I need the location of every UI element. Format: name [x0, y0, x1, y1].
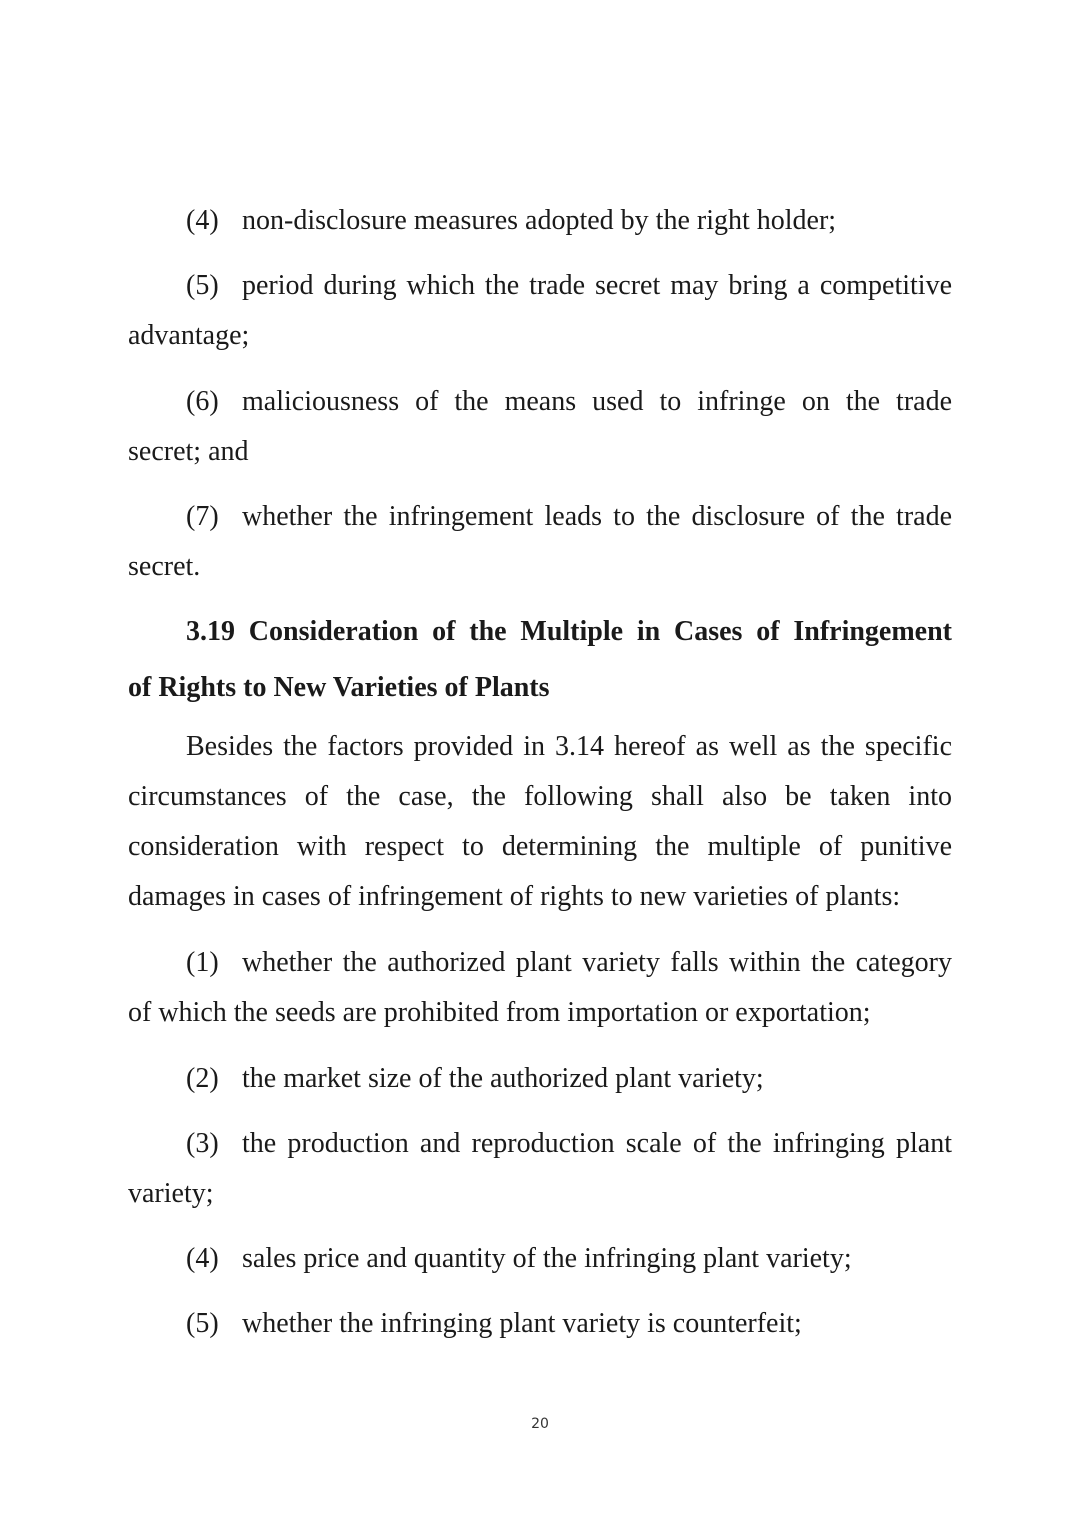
document-page — [128, 0, 952, 1526]
list-item — [128, 261, 952, 361]
item-text-continued: secret; and — [128, 436, 249, 467]
item-number: (2) — [186, 1063, 219, 1094]
item-text: whether the authorized plant variety falls within the category — [242, 947, 952, 978]
paragraph-line: damages in cases of infringement of rights to new varieties of plants: — [128, 881, 901, 912]
paragraph-line: Besides the factors provided in 3.14 hereof as well as the specific — [186, 731, 952, 762]
item-text: period during which the trade secret may bring a competitive — [242, 270, 952, 301]
list-item — [128, 377, 952, 477]
section-heading-line: 3.19 Consideration of the Multiple in Cases of Infringement — [186, 616, 952, 647]
item-number: (4) — [186, 1243, 219, 1274]
item-number: (7) — [186, 501, 219, 532]
page-number: 20 — [531, 1416, 549, 1432]
list-item — [128, 1299, 952, 1349]
section-heading-line: of Rights to New Varieties of Plants — [128, 672, 550, 703]
item-text: non-disclosure measures adopted by the right holder; — [242, 205, 837, 236]
section-heading — [128, 604, 952, 716]
item-number: (5) — [186, 270, 219, 301]
item-text-continued: advantage; — [128, 320, 250, 351]
paragraph-line: consideration with respect to determining the multiple of punitive — [128, 831, 952, 862]
list-item — [128, 196, 952, 246]
item-text-continued: of which the seeds are prohibited from importation or exportation; — [128, 997, 871, 1028]
item-text: the market size of the authorized plant variety; — [242, 1063, 764, 1094]
list-item — [128, 1119, 952, 1219]
item-number: (4) — [186, 205, 219, 236]
item-text: maliciousness of the means used to infringe on the trade — [242, 386, 952, 417]
item-text: whether the infringement leads to the disclosure of the trade — [242, 501, 952, 532]
list-item — [128, 492, 952, 592]
item-number: (3) — [186, 1128, 219, 1159]
item-text: whether the infringing plant variety is counterfeit; — [242, 1308, 802, 1339]
item-number: (5) — [186, 1308, 219, 1339]
list-item — [128, 938, 952, 1038]
item-text: the production and reproduction scale of the infringing plant — [242, 1128, 952, 1159]
item-text-continued: secret. — [128, 551, 201, 582]
list-item — [128, 1234, 952, 1284]
section-paragraph — [128, 722, 952, 922]
list-item — [128, 1054, 952, 1104]
item-text: sales price and quantity of the infringing plant variety; — [242, 1243, 852, 1274]
item-number: (1) — [186, 947, 219, 978]
item-text-continued: variety; — [128, 1178, 214, 1209]
paragraph-line: circumstances of the case, the following shall also be taken into — [128, 781, 952, 812]
item-number: (6) — [186, 386, 219, 417]
